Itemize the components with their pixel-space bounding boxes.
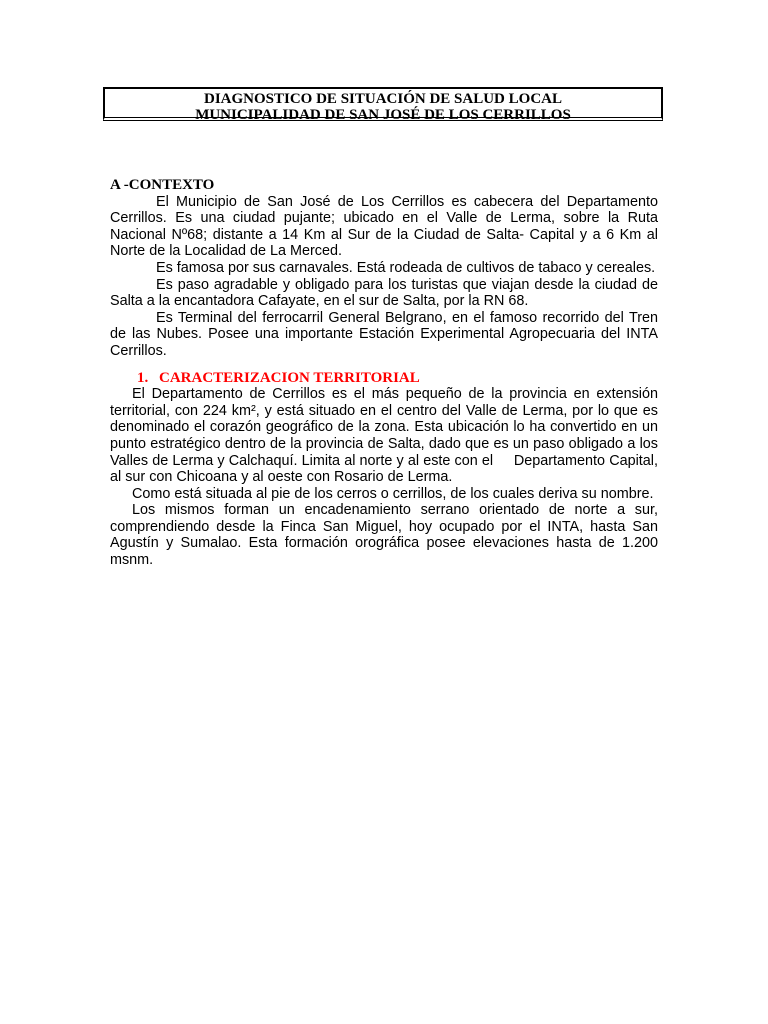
- section-a-paragraph: El Municipio de San José de Los Cerrillos es cabecera del Departamento Cerrillos. Es una ciudad pujante; ubicado en el Valle de Lerma, sobre la Ruta Nacional Nº68; distante a 14 Km al Sur de la Ciudad de Salta- Capital y a 6 Km al Norte de la Localidad de La Merced.: [110, 193, 658, 260]
- section-a-paragraph: Es famosa por sus carnavales. Está rodeada de cultivos de tabaco y cereales.: [156, 259, 656, 276]
- section-a-paragraph: Es Terminal del ferrocarril General Belgrano, en el famoso recorrido del Tren de las Nubes. Posee una importante Estación Experimental Agropecuaria del INTA Cerrillos.: [110, 309, 658, 359]
- document-title-line1: DIAGNOSTICO DE SITUACIÓN DE SALUD LOCAL: [204, 91, 562, 107]
- section-1-title: CARACTERIZACION TERRITORIAL: [159, 369, 420, 386]
- section-1-paragraph: Como está situada al pie de los cerros o cerrillos, de los cuales deriva su nombre.: [132, 485, 654, 502]
- section-1-number: 1.: [137, 369, 149, 386]
- section-1-paragraph: Los mismos forman un encadenamiento serrano orientado de norte a sur, comprendiendo desde la Finca San Miguel, hoy ocupado por el INTA, hasta San Agustín y Sumalao. Esta formación orográfica posee elevaciones hasta de 1.200 msnm.: [110, 502, 658, 569]
- document-body: [110, 177, 662, 569]
- document-title-line2: MUNICIPALIDAD DE SAN JOSÉ DE LOS CERRILLOS: [195, 107, 571, 123]
- section-1-paragraph: El Departamento de Cerrillos es el más pequeño de la provincia en extensión territorial, con 224 km², y está situado en el centro del Valle de Lerma, por lo que es denominado el corazón geográfico de la zona. Esta ubicación lo ha convertido en un punto estratégico dentro de la provincia de Salta, dado que es un paso obligado a los Valles de Lerma y Calchaquí. Limita al norte y al este con el Departamento Capital, al sur con Chicoana y al oeste con Rosario de Lerma.: [110, 386, 662, 486]
- section-a-heading: A -CONTEXTO: [110, 177, 215, 193]
- document-title-box: [103, 87, 663, 121]
- section-1-heading: [110, 370, 658, 387]
- section-a-paragraph: Es paso agradable y obligado para los turistas que viajan desde la ciudad de Salta a la encantadora Cafayate, en el sur de Salta, por la RN 68.: [110, 276, 658, 310]
